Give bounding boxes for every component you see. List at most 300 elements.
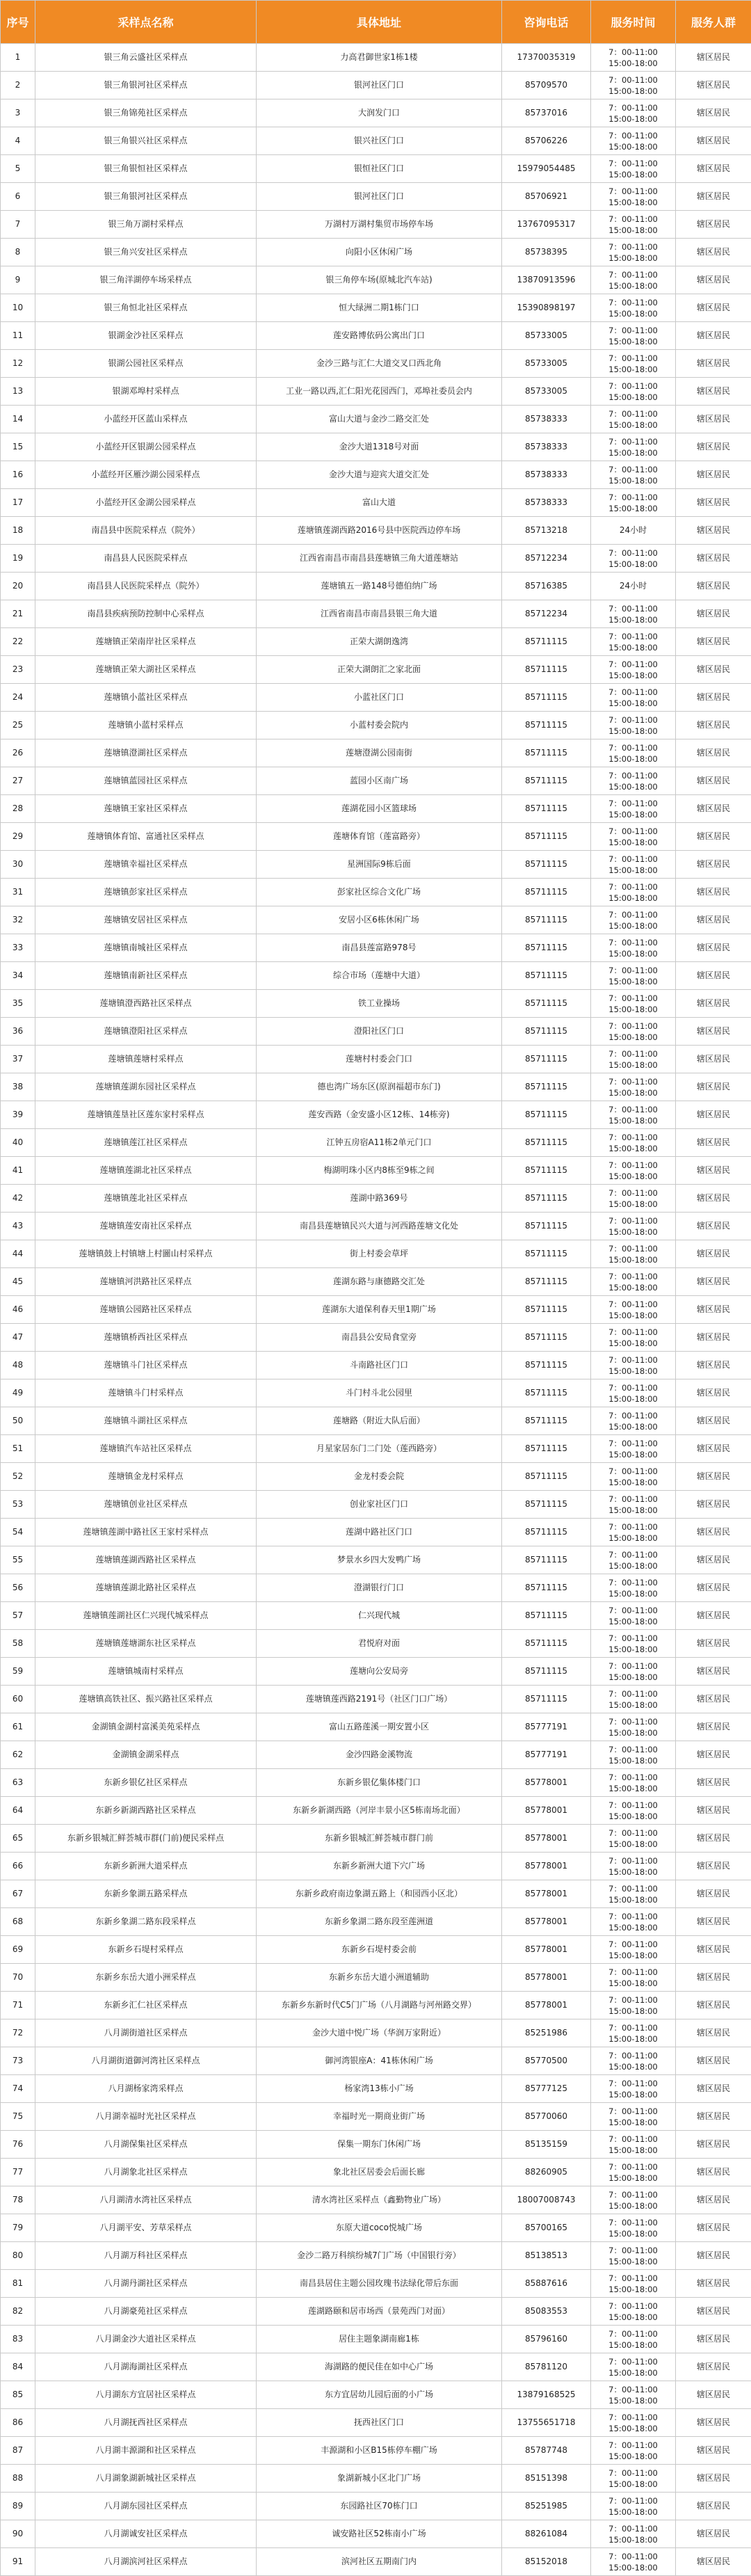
phone: 85711115 — [502, 767, 591, 795]
service-time: 7：00-11:00 15:00-18:00 — [591, 1352, 676, 1379]
table-row — [1, 656, 751, 684]
site-name: 莲塘镇公园路社区采样点 — [35, 1296, 257, 1324]
address: 莲湖路颐和居市场西（景苑西门对面） — [257, 2298, 502, 2326]
service-group: 辖区居民 — [676, 1936, 751, 1964]
phone: 85778001 — [502, 1769, 591, 1797]
address: 富山大道与金沙二路交汇处 — [257, 406, 502, 433]
site-name: 银三角银河社区采样点 — [35, 183, 257, 211]
site-name: 莲塘镇城南村采样点 — [35, 1658, 257, 1686]
row-index: 29 — [1, 823, 35, 851]
row-index: 42 — [1, 1185, 35, 1213]
phone: 85709570 — [502, 72, 591, 99]
row-index: 43 — [1, 1213, 35, 1240]
row-index: 40 — [1, 1129, 35, 1157]
site-name: 莲塘镇莲湖西路社区采样点 — [35, 1546, 257, 1574]
phone: 85152018 — [502, 2548, 591, 2576]
phone: 85738395 — [502, 239, 591, 266]
phone: 85738333 — [502, 461, 591, 489]
service-time: 7：00-11:00 15:00-18:00 — [591, 712, 676, 739]
service-time: 7：00-11:00 15:00-18:00 — [591, 1713, 676, 1741]
table-row — [1, 2242, 751, 2270]
table-row — [1, 1157, 751, 1185]
site-name: 莲塘镇幸福社区采样点 — [35, 851, 257, 879]
table-row — [1, 1463, 751, 1491]
table-row — [1, 461, 751, 489]
phone: 85711115 — [502, 1546, 591, 1574]
phone: 85711115 — [502, 962, 591, 990]
row-index: 17 — [1, 489, 35, 517]
site-name: 银三角云盛社区采样点 — [35, 44, 257, 72]
row-index: 58 — [1, 1630, 35, 1658]
phone: 17370035319 — [502, 44, 591, 72]
header-service-time: 服务时间 — [591, 1, 676, 44]
phone: 85711115 — [502, 712, 591, 739]
service-group: 辖区居民 — [676, 2270, 751, 2298]
address: 铁工业操场 — [257, 990, 502, 1018]
phone: 85770500 — [502, 2047, 591, 2075]
table-row — [1, 1213, 751, 1240]
table-row — [1, 72, 751, 99]
service-time: 7：00-11:00 15:00-18:00 — [591, 767, 676, 795]
service-group: 辖区居民 — [676, 1018, 751, 1046]
site-name: 八月湖金沙大道社区采样点 — [35, 2326, 257, 2353]
table-row — [1, 573, 751, 600]
service-group: 辖区居民 — [676, 239, 751, 266]
service-time: 7：00-11:00 15:00-18:00 — [591, 2326, 676, 2353]
table-row — [1, 99, 751, 127]
phone: 88260905 — [502, 2159, 591, 2186]
row-index: 65 — [1, 1825, 35, 1853]
service-group: 辖区居民 — [676, 2019, 751, 2047]
row-index: 34 — [1, 962, 35, 990]
service-time: 7：00-11:00 15:00-18:00 — [591, 684, 676, 712]
phone: 85138513 — [502, 2242, 591, 2270]
service-group: 辖区居民 — [676, 2437, 751, 2465]
site-name: 莲塘镇斗湖社区采样点 — [35, 1407, 257, 1435]
site-name: 银三角银河社区采样点 — [35, 72, 257, 99]
table-row — [1, 433, 751, 461]
site-name: 东新乡汇仁社区采样点 — [35, 1992, 257, 2019]
row-index: 69 — [1, 1936, 35, 1964]
service-time: 7：00-11:00 15:00-18:00 — [591, 2437, 676, 2465]
service-time: 7：00-11:00 15:00-18:00 — [591, 1213, 676, 1240]
phone: 85711115 — [502, 1379, 591, 1407]
row-index: 12 — [1, 350, 35, 378]
service-time: 7：00-11:00 15:00-18:00 — [591, 628, 676, 656]
phone: 13879168525 — [502, 2381, 591, 2409]
service-group: 辖区居民 — [676, 433, 751, 461]
address: 星洲国际9栋后面 — [257, 851, 502, 879]
row-index: 56 — [1, 1574, 35, 1602]
address: 莲安路博依码公寓出门口 — [257, 322, 502, 350]
service-time: 7：00-11:00 15:00-18:00 — [591, 99, 676, 127]
address: 小蓝村委会院内 — [257, 712, 502, 739]
site-name: 南昌县人民医院采样点 — [35, 545, 257, 573]
table-body — [1, 44, 751, 2576]
row-index: 75 — [1, 2103, 35, 2131]
address: 金龙村委会院 — [257, 1463, 502, 1491]
address: 东园路社区70栋门口 — [257, 2493, 502, 2520]
table-row — [1, 600, 751, 628]
row-index: 21 — [1, 600, 35, 628]
site-name: 东新乡新湖西路社区采样点 — [35, 1797, 257, 1825]
site-name: 莲塘镇安居社区采样点 — [35, 906, 257, 934]
row-index: 5 — [1, 155, 35, 183]
service-time: 7：00-11:00 15:00-18:00 — [591, 1602, 676, 1630]
address: 金沙四路金溪物流 — [257, 1741, 502, 1769]
row-index: 85 — [1, 2381, 35, 2409]
row-index: 49 — [1, 1379, 35, 1407]
row-index: 14 — [1, 406, 35, 433]
row-index: 36 — [1, 1018, 35, 1046]
address: 南昌县莲塘镇民兴大道与河西路莲塘文化处 — [257, 1213, 502, 1240]
service-time: 7：00-11:00 15:00-18:00 — [591, 433, 676, 461]
address: 大润发门口 — [257, 99, 502, 127]
address: 正荣大湖朗逸湾 — [257, 628, 502, 656]
table-row — [1, 1797, 751, 1825]
site-name: 银湖公园社区采样点 — [35, 350, 257, 378]
row-index: 89 — [1, 2493, 35, 2520]
row-index: 57 — [1, 1602, 35, 1630]
service-group: 辖区居民 — [676, 2326, 751, 2353]
site-name: 莲塘镇莲垦社区莲东家村采样点 — [35, 1101, 257, 1129]
service-time: 7：00-11:00 15:00-18:00 — [591, 2019, 676, 2047]
row-index: 67 — [1, 1880, 35, 1908]
phone: 13767095317 — [502, 211, 591, 239]
phone: 85712234 — [502, 600, 591, 628]
site-name: 莲塘镇小蓝村采样点 — [35, 712, 257, 739]
service-group: 辖区居民 — [676, 2409, 751, 2437]
service-group: 辖区居民 — [676, 1546, 751, 1574]
address: 莲塘澄湖公园南街 — [257, 739, 502, 767]
service-group: 辖区居民 — [676, 934, 751, 962]
service-group: 辖区居民 — [676, 1101, 751, 1129]
site-name: 南昌县人民医院采样点（院外） — [35, 573, 257, 600]
service-group: 辖区居民 — [676, 2298, 751, 2326]
service-group: 辖区居民 — [676, 1435, 751, 1463]
service-group: 辖区居民 — [676, 1713, 751, 1741]
address: 丰源湖和小区B15栋停车棚广场 — [257, 2437, 502, 2465]
service-time: 7：00-11:00 15:00-18:00 — [591, 1073, 676, 1101]
service-group: 辖区居民 — [676, 906, 751, 934]
table-row — [1, 1018, 751, 1046]
service-group: 辖区居民 — [676, 1769, 751, 1797]
table-row — [1, 155, 751, 183]
table-row — [1, 1435, 751, 1463]
table-row — [1, 2520, 751, 2548]
address: 梦景水乡四大发鸭广场 — [257, 1546, 502, 1574]
site-name: 小蓝经开区蓝山采样点 — [35, 406, 257, 433]
row-index: 87 — [1, 2437, 35, 2465]
table-row — [1, 990, 751, 1018]
table-row — [1, 628, 751, 656]
row-index: 59 — [1, 1658, 35, 1686]
service-group: 辖区居民 — [676, 1908, 751, 1936]
table-row — [1, 2493, 751, 2520]
phone: 85711115 — [502, 1463, 591, 1491]
phone: 85711115 — [502, 1630, 591, 1658]
service-time: 7：00-11:00 15:00-18:00 — [591, 2548, 676, 2576]
table-row — [1, 879, 751, 906]
row-index: 74 — [1, 2075, 35, 2103]
row-index: 20 — [1, 573, 35, 600]
address: 金沙二路万科缤纷城7门广场（中国银行旁） — [257, 2242, 502, 2270]
row-index: 83 — [1, 2326, 35, 2353]
table-row — [1, 294, 751, 322]
service-time: 7：00-11:00 15:00-18:00 — [591, 44, 676, 72]
address: 莲安西路（金安盛小区12栋、14栋旁) — [257, 1101, 502, 1129]
phone: 85778001 — [502, 1853, 591, 1880]
address: 幸福时光一期商业街广场 — [257, 2103, 502, 2131]
table-row — [1, 1268, 751, 1296]
row-index: 33 — [1, 934, 35, 962]
site-name: 莲塘镇澄西路社区采样点 — [35, 990, 257, 1018]
row-index: 70 — [1, 1964, 35, 1992]
table-row — [1, 2075, 751, 2103]
address: 正荣大湖朗汇之家北面 — [257, 656, 502, 684]
table-row — [1, 183, 751, 211]
row-index: 71 — [1, 1992, 35, 2019]
phone: 85711115 — [502, 1352, 591, 1379]
site-name: 莲塘镇金龙村采样点 — [35, 1463, 257, 1491]
service-time: 7：00-11:00 15:00-18:00 — [591, 1546, 676, 1574]
row-index: 47 — [1, 1324, 35, 1352]
service-group: 辖区居民 — [676, 795, 751, 823]
phone: 85711115 — [502, 684, 591, 712]
phone: 15390898197 — [502, 294, 591, 322]
phone: 85711115 — [502, 1574, 591, 1602]
address: 金沙三路与汇仁大道交叉口西北角 — [257, 350, 502, 378]
table-row — [1, 739, 751, 767]
table-row — [1, 1574, 751, 1602]
row-index: 30 — [1, 851, 35, 879]
service-group: 辖区居民 — [676, 600, 751, 628]
site-name: 莲塘镇莲塘村采样点 — [35, 1046, 257, 1073]
table-row — [1, 1964, 751, 1992]
service-group: 辖区居民 — [676, 2103, 751, 2131]
address: 江西省南昌市南昌县银三角大道 — [257, 600, 502, 628]
service-time: 7：00-11:00 15:00-18:00 — [591, 2075, 676, 2103]
row-index: 10 — [1, 294, 35, 322]
phone: 85711115 — [502, 1073, 591, 1101]
table-row — [1, 1407, 751, 1435]
table-row — [1, 378, 751, 406]
site-name: 八月湖豪苑社区采样点 — [35, 2298, 257, 2326]
service-group: 辖区居民 — [676, 99, 751, 127]
phone: 85711115 — [502, 823, 591, 851]
service-time: 7：00-11:00 15:00-18:00 — [591, 1797, 676, 1825]
service-time: 7：00-11:00 15:00-18:00 — [591, 2409, 676, 2437]
site-name: 莲塘镇南新社区采样点 — [35, 962, 257, 990]
service-group: 辖区居民 — [676, 990, 751, 1018]
site-name: 银湖金沙社区采样点 — [35, 322, 257, 350]
row-index: 55 — [1, 1546, 35, 1574]
table-row — [1, 2270, 751, 2298]
row-index: 27 — [1, 767, 35, 795]
row-index: 22 — [1, 628, 35, 656]
table-row — [1, 1185, 751, 1213]
row-index: 53 — [1, 1491, 35, 1519]
service-group: 辖区居民 — [676, 72, 751, 99]
service-time: 7：00-11:00 15:00-18:00 — [591, 1435, 676, 1463]
service-group: 辖区居民 — [676, 350, 751, 378]
row-index: 76 — [1, 2131, 35, 2159]
address: 银三角停车场(原城北汽车站) — [257, 266, 502, 294]
table-row — [1, 795, 751, 823]
service-time: 7：00-11:00 15:00-18:00 — [591, 2493, 676, 2520]
phone: 85778001 — [502, 1797, 591, 1825]
phone: 85733005 — [502, 350, 591, 378]
phone: 85711115 — [502, 1268, 591, 1296]
site-name: 莲塘镇正荣南岸社区采样点 — [35, 628, 257, 656]
phone: 85083553 — [502, 2298, 591, 2326]
phone: 85711115 — [502, 795, 591, 823]
phone: 85711115 — [502, 879, 591, 906]
row-index: 38 — [1, 1073, 35, 1101]
service-group: 辖区居民 — [676, 1407, 751, 1435]
service-group: 辖区居民 — [676, 684, 751, 712]
table-row — [1, 1101, 751, 1129]
address: 莲湖花园小区篮球场 — [257, 795, 502, 823]
phone: 85711115 — [502, 739, 591, 767]
table-row — [1, 1240, 751, 1268]
address: 恒大绿洲二期1栋门口 — [257, 294, 502, 322]
service-time: 7：00-11:00 15:00-18:00 — [591, 2047, 676, 2075]
address: 安居小区6栋休闲广场 — [257, 906, 502, 934]
address: 东新乡新湖西路（河岸丰景小区5栋南场北面） — [257, 1797, 502, 1825]
site-name: 莲塘镇澄阳社区采样点 — [35, 1018, 257, 1046]
service-group: 辖区居民 — [676, 461, 751, 489]
service-group: 辖区居民 — [676, 2242, 751, 2270]
service-group: 辖区居民 — [676, 545, 751, 573]
table-row — [1, 851, 751, 879]
table-row — [1, 1936, 751, 1964]
table-row — [1, 1992, 751, 2019]
table-row — [1, 2381, 751, 2409]
service-group: 辖区居民 — [676, 573, 751, 600]
address: 莲塘路（附近大队后面） — [257, 1407, 502, 1435]
phone: 85706921 — [502, 183, 591, 211]
site-name: 莲塘镇体育馆、富通社区采样点 — [35, 823, 257, 851]
site-name: 银湖邓埠村采样点 — [35, 378, 257, 406]
service-time: 7：00-11:00 15:00-18:00 — [591, 350, 676, 378]
site-name: 南昌县中医院采样点（院外） — [35, 517, 257, 545]
table-row — [1, 962, 751, 990]
phone: 85712234 — [502, 545, 591, 573]
service-time: 7：00-11:00 15:00-18:00 — [591, 378, 676, 406]
service-group: 辖区居民 — [676, 1630, 751, 1658]
service-time: 7：00-11:00 15:00-18:00 — [591, 1268, 676, 1296]
service-group: 辖区居民 — [676, 1379, 751, 1407]
row-index: 28 — [1, 795, 35, 823]
phone: 85770060 — [502, 2103, 591, 2131]
phone: 85711115 — [502, 1018, 591, 1046]
service-group: 辖区居民 — [676, 1352, 751, 1379]
site-name: 莲塘镇彭家社区采样点 — [35, 879, 257, 906]
phone: 85738333 — [502, 433, 591, 461]
table-row — [1, 1769, 751, 1797]
service-time: 7：00-11:00 15:00-18:00 — [591, 239, 676, 266]
address: 莲塘镇五一路148号德伯纳广场 — [257, 573, 502, 600]
row-index: 41 — [1, 1157, 35, 1185]
service-group: 辖区居民 — [676, 1658, 751, 1686]
service-group: 辖区居民 — [676, 489, 751, 517]
service-time: 7：00-11:00 15:00-18:00 — [591, 2159, 676, 2186]
phone: 85777125 — [502, 2075, 591, 2103]
service-group: 辖区居民 — [676, 823, 751, 851]
address: 莲湖中路社区门口 — [257, 1519, 502, 1546]
table-row — [1, 1825, 751, 1853]
address: 富山大道 — [257, 489, 502, 517]
address: 南昌县居住主题公园玫瑰书法绿化带后东面 — [257, 2270, 502, 2298]
site-name: 东新乡新洲大道采样点 — [35, 1853, 257, 1880]
phone: 85711115 — [502, 990, 591, 1018]
service-group: 辖区居民 — [676, 628, 751, 656]
site-name: 八月湖万科社区采样点 — [35, 2242, 257, 2270]
service-group: 辖区居民 — [676, 1519, 751, 1546]
address: 莲塘体育馆（莲富路旁） — [257, 823, 502, 851]
header-service-group: 服务人群 — [676, 1, 751, 44]
site-name: 银三角银恒社区采样点 — [35, 155, 257, 183]
service-time: 7：00-11:00 15:00-18:00 — [591, 1769, 676, 1797]
site-name: 莲塘镇桥西社区采样点 — [35, 1324, 257, 1352]
address: 江钟五房宿A11栋2单元门口 — [257, 1129, 502, 1157]
row-index: 31 — [1, 879, 35, 906]
service-group: 辖区居民 — [676, 1602, 751, 1630]
address: 向阳小区休闲广场 — [257, 239, 502, 266]
site-name: 八月湖幸福时光社区采样点 — [35, 2103, 257, 2131]
table-row — [1, 767, 751, 795]
phone: 85711115 — [502, 1491, 591, 1519]
site-name: 莲塘镇小蓝社区采样点 — [35, 684, 257, 712]
address: 滨河社区五期南门内 — [257, 2548, 502, 2576]
row-index: 9 — [1, 266, 35, 294]
phone: 85711115 — [502, 1658, 591, 1686]
phone: 13755651718 — [502, 2409, 591, 2437]
phone: 85711115 — [502, 1602, 591, 1630]
service-time: 7：00-11:00 15:00-18:00 — [591, 1519, 676, 1546]
table-row — [1, 2186, 751, 2214]
site-name: 莲塘镇正荣大湖社区采样点 — [35, 656, 257, 684]
phone: 85711115 — [502, 1407, 591, 1435]
phone: 85711115 — [502, 1157, 591, 1185]
service-group: 辖区居民 — [676, 1129, 751, 1157]
table-header-row — [1, 1, 751, 44]
service-group: 辖区居民 — [676, 1213, 751, 1240]
site-name: 莲塘镇斗门社区采样点 — [35, 1352, 257, 1379]
table-row — [1, 1741, 751, 1769]
site-name: 莲塘镇莲湖北路社区采样点 — [35, 1574, 257, 1602]
service-group: 辖区居民 — [676, 2186, 751, 2214]
service-time: 7：00-11:00 15:00-18:00 — [591, 656, 676, 684]
row-index: 6 — [1, 183, 35, 211]
service-group: 辖区居民 — [676, 1463, 751, 1491]
table-row — [1, 44, 751, 72]
service-time: 7：00-11:00 15:00-18:00 — [591, 406, 676, 433]
service-group: 辖区居民 — [676, 1880, 751, 1908]
site-name: 八月湖东方宜居社区采样点 — [35, 2381, 257, 2409]
service-group: 辖区居民 — [676, 851, 751, 879]
service-time: 7：00-11:00 15:00-18:00 — [591, 461, 676, 489]
table-row — [1, 1129, 751, 1157]
address: 清水湾社区采样点（鑫勤物业广场） — [257, 2186, 502, 2214]
address: 德也湾广场东区(原润福超市东门) — [257, 1073, 502, 1101]
address: 万湖村万湖村集贸市场停车场 — [257, 211, 502, 239]
address: 莲湖东路与康德路交汇处 — [257, 1268, 502, 1296]
table-row — [1, 127, 751, 155]
service-time: 7：00-11:00 15:00-18:00 — [591, 2214, 676, 2242]
row-index: 77 — [1, 2159, 35, 2186]
